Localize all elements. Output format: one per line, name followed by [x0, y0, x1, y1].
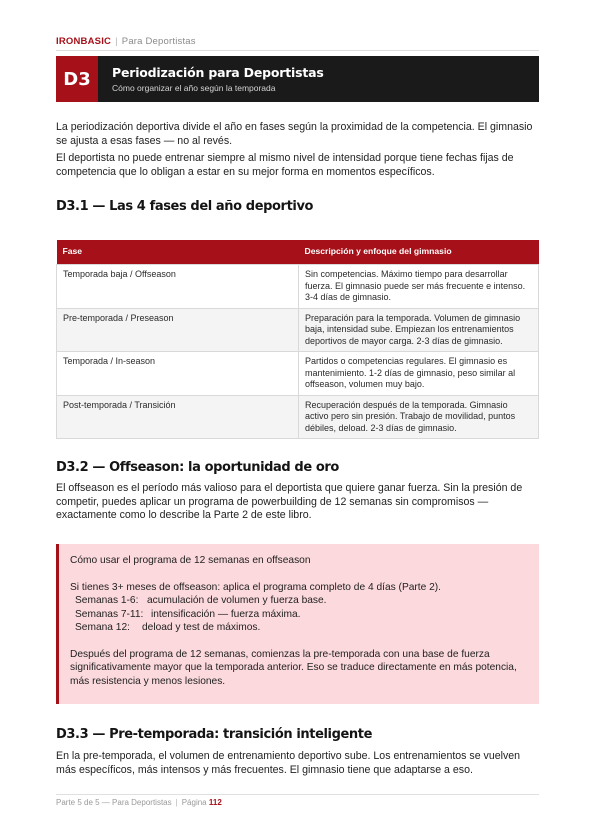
- callout-week-text: intensificación — fuerza máxima.: [151, 608, 301, 620]
- page-number: 112: [208, 798, 222, 807]
- callout-week-item: [70, 621, 527, 635]
- header-section: Para Deportistas: [121, 36, 196, 47]
- table-header-phase: Fase: [57, 240, 299, 265]
- phase-cell: Post-temporada / Transición: [57, 395, 299, 439]
- callout-lead: Si tienes 3+ meses de offseason: aplica el programa completo de 4 días (Parte 2).: [70, 581, 442, 593]
- callout-title: Cómo usar el programa de 12 semanas en offseason: [70, 555, 311, 566]
- callout-week-item: [70, 608, 527, 622]
- footer-part: Parte 5 de 5 — Para Deportistas: [56, 798, 172, 807]
- callout-spacer: [70, 568, 527, 581]
- chapter-code: D3: [56, 56, 98, 102]
- section-heading-d3-1: D3.1 — Las 4 fases del año deportivo: [56, 199, 314, 214]
- callout-spacer: [70, 635, 527, 648]
- intro-paragraph-1: La periodización deportiva divide el año en fases según la proximidad de la competencia. El gimnasio se ajusta a esas fases — no al revés.: [56, 121, 533, 147]
- callout-week-item: [70, 594, 527, 608]
- footer-page-label: Página: [181, 798, 207, 807]
- footer-divider: [56, 794, 539, 795]
- callout-week-label: Semanas 1-6:: [75, 595, 139, 606]
- callout-closing: Después del programa de 12 semanas, comienzas la pre-temporada con una base de fuerza significativamente mayor que la temporada anterior. Eso se traduce directamente en más potencia, más resistencia y menos lesiones.: [70, 648, 517, 687]
- callout-box: [56, 544, 539, 704]
- chapter-banner: [56, 56, 539, 102]
- section3-body: En la pre-temporada, el volumen de entrenamiento deportivo sube. Los entrenamientos se vuelven más específicos, más intensos y más frecuentes. El gimnasio tiene que adaptarse a eso.: [56, 750, 521, 776]
- phase-cell: Temporada baja / Offseason: [57, 265, 299, 309]
- table-header-description: Descripción y enfoque del gimnasio: [299, 240, 539, 265]
- section-heading-d3-2: D3.2 — Offseason: la oportunidad de oro: [56, 460, 339, 475]
- chapter-subtitle: Cómo organizar el año según la temporada: [112, 83, 276, 93]
- header-separator: |: [115, 36, 118, 47]
- callout-week-label: Semana 12:: [75, 622, 130, 633]
- section-heading-d3-3: D3.3 — Pre-temporada: transición inteligente: [56, 727, 373, 742]
- callout-week-text: acumulación de volumen y fuerza base.: [147, 595, 327, 606]
- description-cell: Recuperación después de la temporada. Gimnasio activo pero sin presión. Trabajo de movilidad, puntos débiles, deload. 2-3 días de gimnasio.: [299, 395, 539, 439]
- table-row: [57, 308, 539, 352]
- table-row: [57, 352, 539, 396]
- section2-body: El offseason es el período más valioso para el deportista que quiere ganar fuerza. Sin la presión de competir, puedes aplicar un programa de powerbuilding de 12 semanas sin compromisos — exactamente como lo describe la Parte 2 de este libro.: [56, 482, 523, 521]
- description-cell: Preparación para la temporada. Volumen de gimnasio baja, intensidad sube. Empiezan los entrenamientos deportivos de mayor carga. 2-3 días de gimnasio.: [299, 308, 539, 352]
- description-cell: Sin competencias. Máximo tiempo para desarrollar fuerza. El gimnasio puede ser más frecuente e intenso. 3-4 días de gimnasio.: [299, 265, 539, 309]
- phases-table: [56, 240, 539, 439]
- callout-week-label: Semanas 7-11:: [75, 608, 144, 620]
- description-cell: Partidos o competencias regulares. El gimnasio es mantenimiento. 1-2 días de gimnasio, peso similar al offseason, volumen muy bajo.: [299, 352, 539, 396]
- table-row: [57, 395, 539, 439]
- phase-cell: Pre-temporada / Preseason: [57, 308, 299, 352]
- chapter-text: [98, 56, 324, 102]
- callout-week-text: deload y test de máximos.: [142, 622, 261, 633]
- intro-paragraph-2: El deportista no puede entrenar siempre al mismo nivel de intensidad porque tiene fechas fijas de competencia que lo obligan a estar en su mejor forma en momentos específicos.: [56, 152, 514, 178]
- footer-separator: |: [175, 798, 178, 807]
- brand-name: IRONBASIC: [56, 36, 112, 47]
- table-header-row: [57, 240, 539, 265]
- header-divider: [56, 50, 539, 51]
- page-footer: [56, 798, 222, 807]
- running-header: [56, 36, 196, 47]
- chapter-title: Periodización para Deportistas: [112, 65, 324, 80]
- phase-cell: Temporada / In-season: [57, 352, 299, 396]
- table-row: [57, 265, 539, 309]
